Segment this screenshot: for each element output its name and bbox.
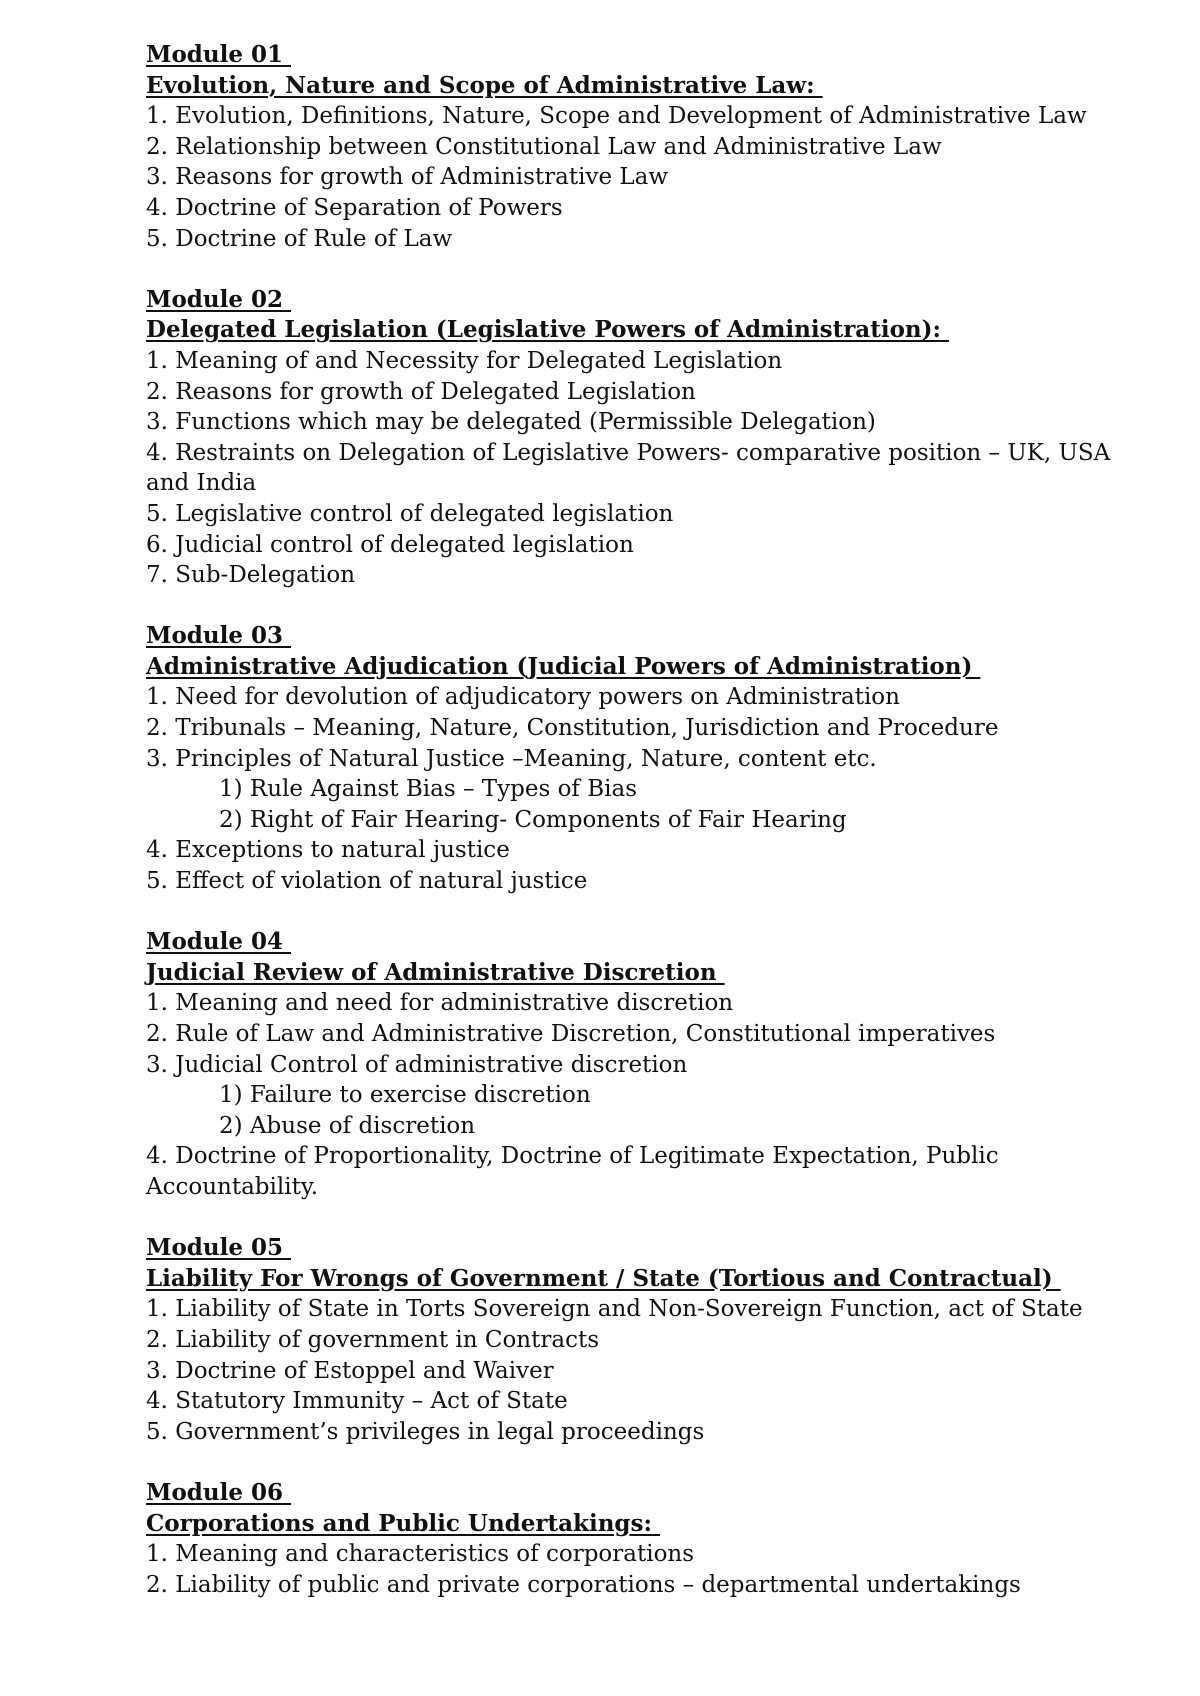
list-item: 1. Evolution, Definitions, Nature, Scope and Development of Administrative Law bbox=[146, 103, 1087, 130]
list-item: 2. Tribunals – Meaning, Nature, Constitution, Jurisdiction and Procedure bbox=[146, 715, 999, 742]
module-02 bbox=[146, 285, 1156, 591]
list-item: 1. Liability of State in Torts Sovereign and Non-Sovereign Function, act of State bbox=[146, 1296, 1083, 1323]
list-item: 2. Liability of public and private corporations – departmental undertakings bbox=[146, 1571, 1021, 1598]
list-item: 5. Effect of violation of natural justice bbox=[146, 868, 588, 895]
sub-list-item: 1) Rule Against Bias – Types of Bias bbox=[219, 776, 638, 803]
list-item: 1. Need for devolution of adjudicatory powers on Administration bbox=[146, 684, 900, 711]
list-item: 6. Judicial control of delegated legislation bbox=[146, 531, 634, 558]
module-title: Liability For Wrongs of Government / State (Tortious and Contractual) bbox=[146, 1264, 1061, 1292]
sub-list-item: 2) Right of Fair Hearing- Components of Fair Hearing bbox=[219, 806, 847, 833]
module-title: Corporations and Public Undertakings: bbox=[146, 1509, 660, 1537]
list-item: 5. Legislative control of delegated legislation bbox=[146, 500, 674, 527]
list-item: 3. Reasons for growth of Administrative Law bbox=[146, 164, 669, 191]
list-item: 5. Doctrine of Rule of Law bbox=[146, 225, 453, 252]
list-item: 3. Principles of Natural Justice –Meaning, Nature, content etc. bbox=[146, 745, 877, 772]
list-item: 1. Meaning and need for administrative discretion bbox=[146, 990, 734, 1017]
list-item: 3. Functions which may be delegated (Permissible Delegation) bbox=[146, 409, 876, 436]
list-item: 5. Government’s privileges in legal proceedings bbox=[146, 1418, 705, 1445]
list-item: 4. Exceptions to natural justice bbox=[146, 837, 510, 864]
list-item: 4. Doctrine of Separation of Powers bbox=[146, 194, 563, 221]
sub-list-item: 2) Abuse of discretion bbox=[219, 1112, 476, 1139]
list-item: 1. Meaning and characteristics of corporations bbox=[146, 1541, 695, 1568]
module-title: Administrative Adjudication (Judicial Powers of Administration) bbox=[146, 652, 981, 680]
list-item: 4. Statutory Immunity – Act of State bbox=[146, 1388, 568, 1415]
list-item: 7. Sub-Delegation bbox=[146, 562, 356, 589]
sub-list-item: 1) Failure to exercise discretion bbox=[219, 1082, 591, 1109]
list-item: 4. Doctrine of Proportionality, Doctrine of Legitimate Expectation, Public Accountability. bbox=[146, 1143, 999, 1200]
module-number: Module 04 bbox=[146, 928, 291, 956]
module-number: Module 02 bbox=[146, 285, 291, 313]
module-number: Module 06 bbox=[146, 1478, 291, 1506]
list-item: 2. Liability of government in Contracts bbox=[146, 1326, 599, 1353]
syllabus-document bbox=[146, 40, 1156, 1631]
module-03 bbox=[146, 621, 1156, 896]
module-title: Evolution, Nature and Scope of Administrative Law: bbox=[146, 71, 823, 99]
list-item: 3. Doctrine of Estoppel and Waiver bbox=[146, 1357, 554, 1384]
module-number: Module 05 bbox=[146, 1234, 291, 1262]
list-item: 4. Restraints on Delegation of Legislative Powers- comparative position – UK, USA and India bbox=[146, 439, 1111, 497]
module-05 bbox=[146, 1233, 1156, 1447]
list-item: 2. Rule of Law and Administrative Discretion, Constitutional imperatives bbox=[146, 1021, 996, 1047]
module-number: Module 03 bbox=[146, 622, 291, 650]
list-item: 1. Meaning of and Necessity for Delegated Legislation bbox=[146, 347, 783, 374]
module-06 bbox=[146, 1478, 1156, 1600]
module-04 bbox=[146, 927, 1156, 1202]
list-item: 2. Reasons for growth of Delegated Legislation bbox=[146, 378, 696, 405]
module-title: Delegated Legislation (Legislative Powers of Administration): bbox=[146, 316, 950, 344]
module-01 bbox=[146, 40, 1156, 254]
list-item: 2. Relationship between Constitutional Law and Administrative Law bbox=[146, 133, 942, 160]
module-number: Module 01 bbox=[146, 41, 291, 68]
list-item: 3. Judicial Control of administrative discretion bbox=[146, 1051, 688, 1078]
module-title: Judicial Review of Administrative Discretion bbox=[146, 958, 725, 986]
